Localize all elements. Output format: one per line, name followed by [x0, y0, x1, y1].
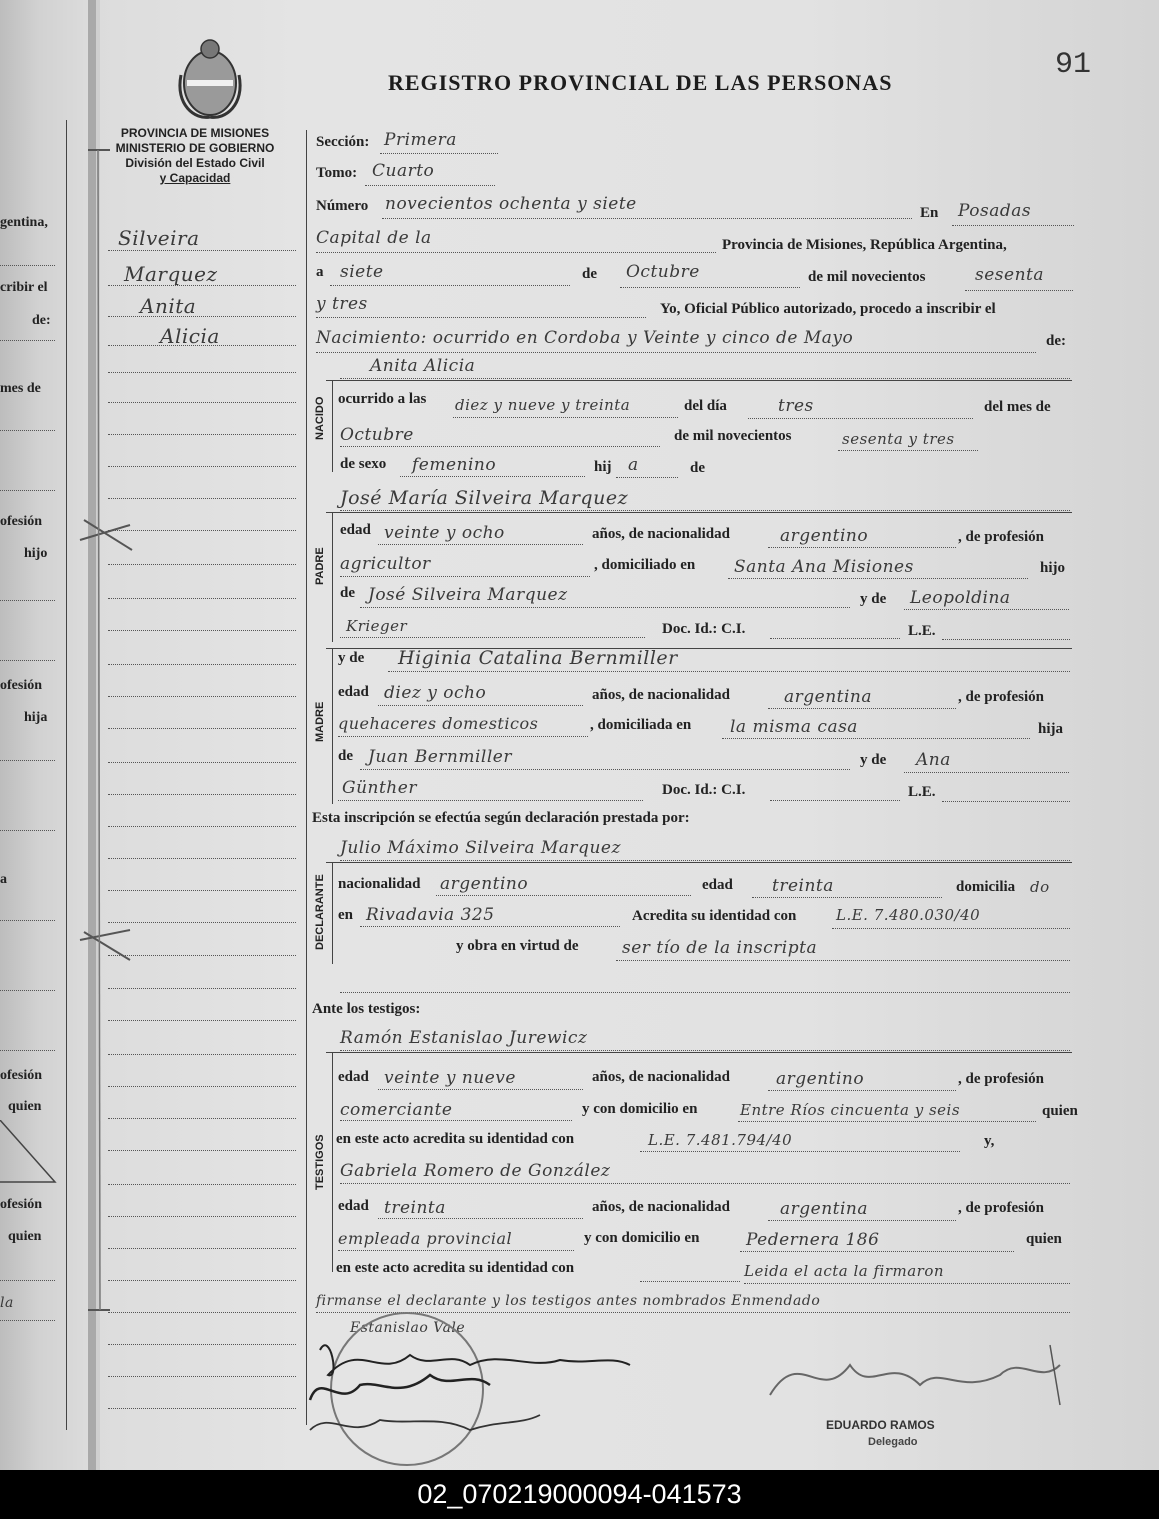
padre-nombre: José María Silveira Marquez	[340, 487, 629, 509]
nacido-nombre: Anita Alicia	[370, 356, 476, 376]
declarante-nacionalidad-label: nacionalidad	[338, 876, 421, 892]
padre-padre-nombre: José Silveira Marquez	[368, 585, 568, 605]
witness-signatures	[300, 1330, 640, 1450]
declarante-nacionalidad-value: argentino	[440, 874, 529, 894]
tomo-label: Tomo:	[316, 165, 358, 181]
margin-fragment: ofesión	[0, 1197, 42, 1212]
official-title: Delegado	[868, 1436, 918, 1448]
hora-value: diez y nueve y treinta	[455, 396, 631, 414]
margin-first-name: Anita	[140, 294, 197, 318]
en-value: Posadas	[958, 201, 1032, 221]
padre-domicilio-value: Santa Ana Misiones	[734, 557, 914, 577]
padre-y-de-label: y de	[860, 591, 887, 607]
testigo2-domicilio-label: y con domicilio en	[584, 1230, 700, 1246]
testigo1-edad-value: veinte y nueve	[384, 1068, 516, 1088]
declarante-documento-value: L.E. 7.480.030/40	[836, 906, 981, 924]
margin-fragment: la	[0, 1295, 14, 1311]
coat-of-arms-icon	[175, 35, 245, 120]
padre-profesion-label: , de profesión	[958, 529, 1044, 545]
del-dia-label: del día	[684, 398, 727, 414]
margin-triangle	[0, 1120, 60, 1190]
office-province: PROVINCIA DE MISIONES	[120, 126, 270, 140]
mil-novecientos-nac-label: de mil novecientos	[674, 428, 792, 444]
seccion-label: Sección:	[316, 134, 370, 150]
oficial-text: Yo, Oficial Público autorizado, procedo a inscribir el	[660, 301, 996, 317]
declarante-direccion-value: Rivadavia 325	[366, 905, 495, 925]
section-declarante: DECLARANTE	[314, 874, 326, 950]
madre-hija-label: hija	[1038, 721, 1064, 737]
margin-fragment: cribir el	[0, 280, 48, 295]
dia-nacimiento-value: tres	[778, 396, 814, 416]
page-number: 91	[1055, 48, 1092, 82]
testigo1-nacionalidad-value: argentino	[776, 1069, 865, 1089]
padre-profesion-value: agricultor	[340, 554, 431, 574]
cierre-texto-1: Leida el acta la firmaron	[744, 1262, 945, 1280]
padre-domicilio-label: , domiciliado en	[594, 557, 696, 573]
cierre-texto-3: Estanislao Vale	[350, 1320, 466, 1336]
mes-inscripcion-value: Octubre	[626, 262, 700, 282]
office-header	[100, 126, 290, 186]
margin-fragment: gentina,	[0, 215, 48, 230]
nacido-de-label: de	[690, 460, 705, 476]
declarante-obra-label: y obra en virtud de	[456, 938, 579, 954]
padre-le-label: L.E.	[908, 623, 936, 639]
anio-inscripcion-value: sesenta	[975, 265, 1044, 285]
declaracion-text: Esta inscripción se efectúa según declaración prestada por:	[312, 810, 690, 826]
declarante-acredita-label: Acredita su identidad con	[632, 908, 797, 924]
testigo1-acredita-label: en este acto acredita su identidad con	[336, 1131, 575, 1147]
official-name: EDUARDO RAMOS	[826, 1418, 935, 1432]
testigo2-edad-value: treinta	[384, 1198, 446, 1218]
testigo1-documento-value: L.E. 7.481.794/40	[648, 1131, 793, 1149]
madre-edad-value: diez y ocho	[384, 683, 487, 703]
margin-fragment: hijo	[24, 546, 48, 561]
padre-nacionalidad-value: argentino	[780, 526, 869, 546]
testigo1-profesion-label: , de profesión	[958, 1071, 1044, 1087]
margin-fragment: hija	[24, 710, 48, 725]
numero-label: Número	[316, 198, 369, 214]
madre-anos-label: años, de nacionalidad	[592, 687, 730, 703]
testigos-text: Ante los testigos:	[312, 1001, 421, 1017]
declarante-vinculo-value: ser tío de la inscripta	[622, 938, 818, 958]
sexo-value: femenino	[412, 455, 497, 475]
en-label: En	[920, 205, 939, 221]
testigo2-acredita-label: en este acto acredita su identidad con	[336, 1260, 575, 1276]
madre-nombre: Higinia Catalina Bernmiller	[398, 647, 678, 669]
del-mes-label: del mes de	[984, 399, 1051, 415]
madre-madre-nombre-1: Ana	[916, 750, 951, 770]
madre-le-label: L.E.	[908, 784, 936, 800]
capital-value: Capital de la	[316, 228, 432, 248]
de-colon-label: de:	[1046, 333, 1066, 349]
office-capacity: y Capacidad	[159, 171, 231, 185]
page-title: REGISTRO PROVINCIAL DE LAS PERSONAS	[388, 70, 893, 95]
acto-value: Nacimiento: ocurrido en Cordoba y Veinte y cinco de Mayo	[316, 328, 854, 348]
cierre-texto-2: firmanse el declarante y los testigos antes nombrados Enmendado	[316, 1293, 821, 1309]
padre-edad-value: veinte y ocho	[384, 523, 505, 543]
testigo2-edad-label: edad	[338, 1198, 369, 1214]
hij-label: hij	[594, 459, 612, 475]
margin-surname-2: Marquez	[124, 262, 218, 286]
madre-padre-nombre: Juan Bernmiller	[368, 747, 512, 767]
margin-fragment: a	[0, 872, 7, 887]
binding-threads	[70, 120, 140, 1360]
declarante-edad-label: edad	[702, 877, 733, 893]
seccion-value: Primera	[384, 130, 457, 150]
testigo1-anos-label: años, de nacionalidad	[592, 1069, 730, 1085]
testigo2-profesion-value: empleada provincial	[338, 1229, 513, 1248]
madre-doc-label: Doc. Id.: C.I.	[662, 782, 746, 798]
testigo1-edad-label: edad	[338, 1069, 369, 1085]
ocurrido-label: ocurrido a las	[338, 391, 427, 407]
madre-domicilio-value: la misma casa	[730, 717, 858, 737]
declarante-domicilio-suffix: do	[1030, 878, 1050, 896]
testigo2-nombre: Gabriela Romero de González	[340, 1161, 611, 1181]
anio-inscripcion-value-2: y tres	[316, 294, 368, 314]
madre-edad-label: edad	[338, 684, 369, 700]
margin-fragment: ofesión	[0, 1068, 42, 1083]
numero-value: novecientos ochenta y siete	[385, 194, 637, 214]
scan-id-footer: 02_070219000094-041573	[0, 1470, 1159, 1519]
madre-y-de-label-2: y de	[860, 752, 887, 768]
padre-anos-label: años, de nacionalidad	[592, 526, 730, 542]
margin-fragment: quien	[8, 1099, 42, 1114]
padre-madre-nombre-1: Leopoldina	[910, 588, 1011, 608]
padre-doc-label: Doc. Id.: C.I.	[662, 621, 746, 637]
margin-fragment: quien	[8, 1229, 42, 1244]
margin-fragment: ofesión	[0, 514, 42, 529]
testigo1-nombre: Ramón Estanislao Jurewicz	[340, 1028, 588, 1048]
anio-nacimiento-value: sesenta y tres	[842, 430, 955, 448]
testigo1-quien-label: quien	[1042, 1103, 1078, 1119]
madre-y-de-label: y de	[338, 650, 365, 666]
testigo2-domicilio-value: Pedernera 186	[746, 1230, 880, 1250]
testigo2-quien-label: quien	[1026, 1231, 1062, 1247]
madre-nacionalidad-value: argentina	[784, 687, 873, 707]
mes-nacimiento-value: Octubre	[340, 425, 414, 445]
margin-fragment: de:	[32, 313, 51, 328]
official-signature	[760, 1335, 1080, 1425]
testigo2-profesion-label: , de profesión	[958, 1200, 1044, 1216]
padre-de-label: de	[340, 585, 355, 601]
dia-inscripcion-value: siete	[340, 262, 384, 282]
provincia-text: Provincia de Misiones, República Argentina,	[722, 237, 1007, 253]
padre-edad-label: edad	[340, 522, 371, 538]
madre-de-label: de	[338, 748, 353, 764]
declarante-en-label: en	[338, 907, 353, 923]
testigo1-y-label: y,	[984, 1133, 995, 1149]
hij-value: a	[628, 455, 639, 475]
declarante-nombre: Julio Máximo Silveira Marquez	[340, 838, 621, 858]
declarante-domicilio-label: domicilia	[956, 879, 1016, 895]
testigo2-nacionalidad-value: argentina	[780, 1199, 869, 1219]
testigo1-domicilio-label: y con domicilio en	[582, 1101, 698, 1117]
padre-madre-nombre-2: Krieger	[346, 617, 408, 635]
declarante-edad-value: treinta	[772, 876, 834, 896]
margin-surname-1: Silveira	[118, 226, 200, 250]
de-label: de	[582, 266, 597, 282]
tomo-value: Cuarto	[372, 161, 435, 181]
a-label: a	[316, 264, 324, 280]
madre-profesion-value: quehaceres domesticos	[338, 714, 539, 733]
section-madre: MADRE	[314, 701, 326, 742]
section-testigos: TESTIGOS	[314, 1134, 326, 1190]
section-nacido: NACIDO	[314, 396, 326, 440]
office-ministry: MINISTERIO DE GOBIERNO	[115, 141, 275, 155]
margin-fragment: mes de	[0, 381, 41, 396]
testigo2-anos-label: años, de nacionalidad	[592, 1199, 730, 1215]
margin-fragment: ofesión	[0, 678, 42, 693]
testigo1-profesion-value: comerciante	[340, 1100, 453, 1120]
office-division: División del Estado Civil	[125, 156, 265, 170]
section-padre: PADRE	[314, 547, 326, 585]
padre-hijo-label: hijo	[1040, 560, 1066, 576]
madre-madre-nombre-2: Günther	[342, 778, 417, 798]
testigo1-domicilio-value: Entre Ríos cincuenta y seis	[740, 1101, 961, 1119]
madre-profesion-label: , de profesión	[958, 689, 1044, 705]
madre-domicilio-label: , domiciliada en	[590, 717, 692, 733]
sexo-label: de sexo	[340, 456, 387, 472]
mil-novecientos-label: de mil novecientos	[808, 269, 926, 285]
margin-second-name: Alicia	[160, 324, 220, 348]
